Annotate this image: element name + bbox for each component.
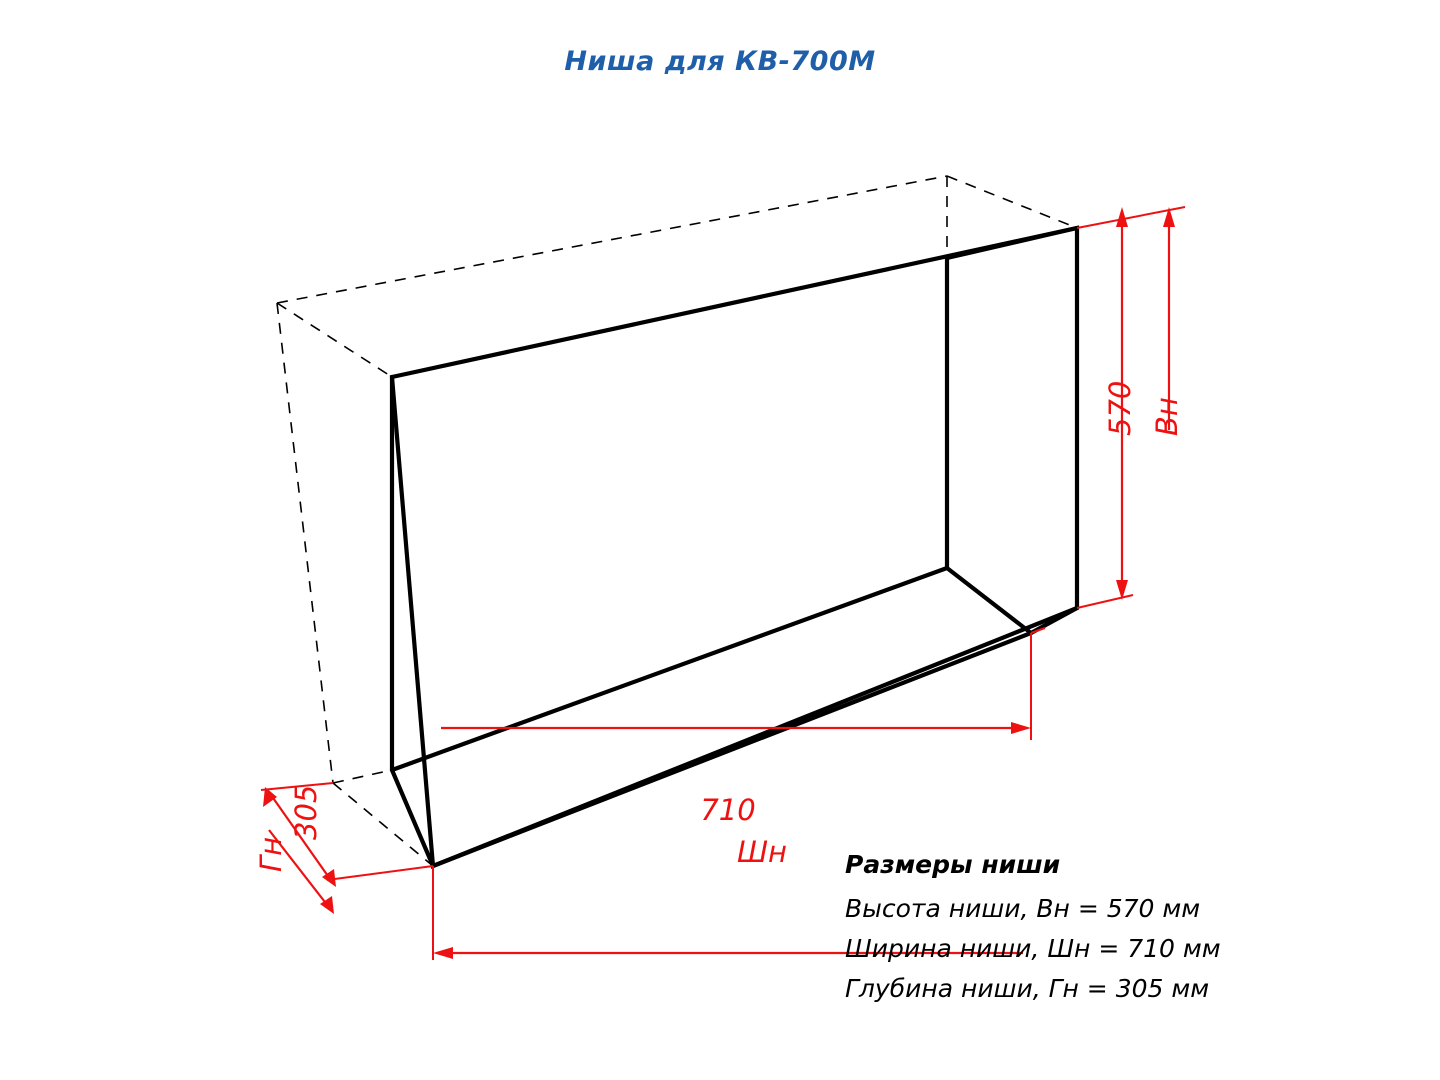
legend-line-height: Высота ниши, Вн = 570 мм bbox=[845, 894, 1201, 923]
dim-depth-value: 305 bbox=[289, 784, 323, 840]
dimension-height bbox=[1077, 207, 1185, 608]
solid-edges-group bbox=[392, 228, 1077, 866]
dim-height-ext-bottom bbox=[1077, 595, 1133, 608]
hidden-edge-bottom-back-short bbox=[333, 770, 392, 783]
dim-width-symbol: Шн bbox=[737, 835, 787, 869]
legend-line-width: Ширина ниши, Шн = 710 мм bbox=[845, 934, 1221, 963]
dim-height-value: 570 bbox=[1103, 380, 1137, 436]
dimensions-legend bbox=[845, 845, 1221, 1009]
legend-heading: Размеры ниши bbox=[845, 850, 1061, 879]
dim-width-value: 710 bbox=[700, 793, 756, 827]
hidden-edge-top-right-back bbox=[947, 176, 1077, 228]
niche-inner-top-right bbox=[947, 228, 1077, 258]
hidden-edge-left-vertical bbox=[277, 303, 333, 783]
dim-depth-symbol: Гн bbox=[254, 836, 288, 872]
niche-inner-floor-back bbox=[392, 568, 947, 770]
dim-depth-ext-bottom bbox=[327, 866, 433, 880]
hidden-edge-bottom-left-diag bbox=[333, 783, 433, 866]
dim-width-arrow-right-upper bbox=[1011, 722, 1031, 734]
niche-front-opening bbox=[392, 228, 1077, 866]
hidden-edges-group bbox=[277, 176, 1077, 866]
niche-floor-right-diag bbox=[1031, 608, 1077, 633]
page-title: Ниша для КВ-700М bbox=[564, 46, 876, 77]
dim-width-arrow-left-lower bbox=[433, 947, 453, 959]
hidden-edge-top-back bbox=[277, 176, 947, 303]
legend-line-depth: Глубина ниши, Гн = 305 мм bbox=[845, 974, 1210, 1003]
niche-inner-bottom-right bbox=[947, 568, 1031, 633]
niche-floor-front bbox=[433, 633, 1031, 866]
dim-height-arrow-top bbox=[1116, 207, 1128, 227]
hidden-edge-top-left-diag bbox=[277, 303, 392, 377]
dim-height-symbol: Вн bbox=[1150, 397, 1184, 436]
